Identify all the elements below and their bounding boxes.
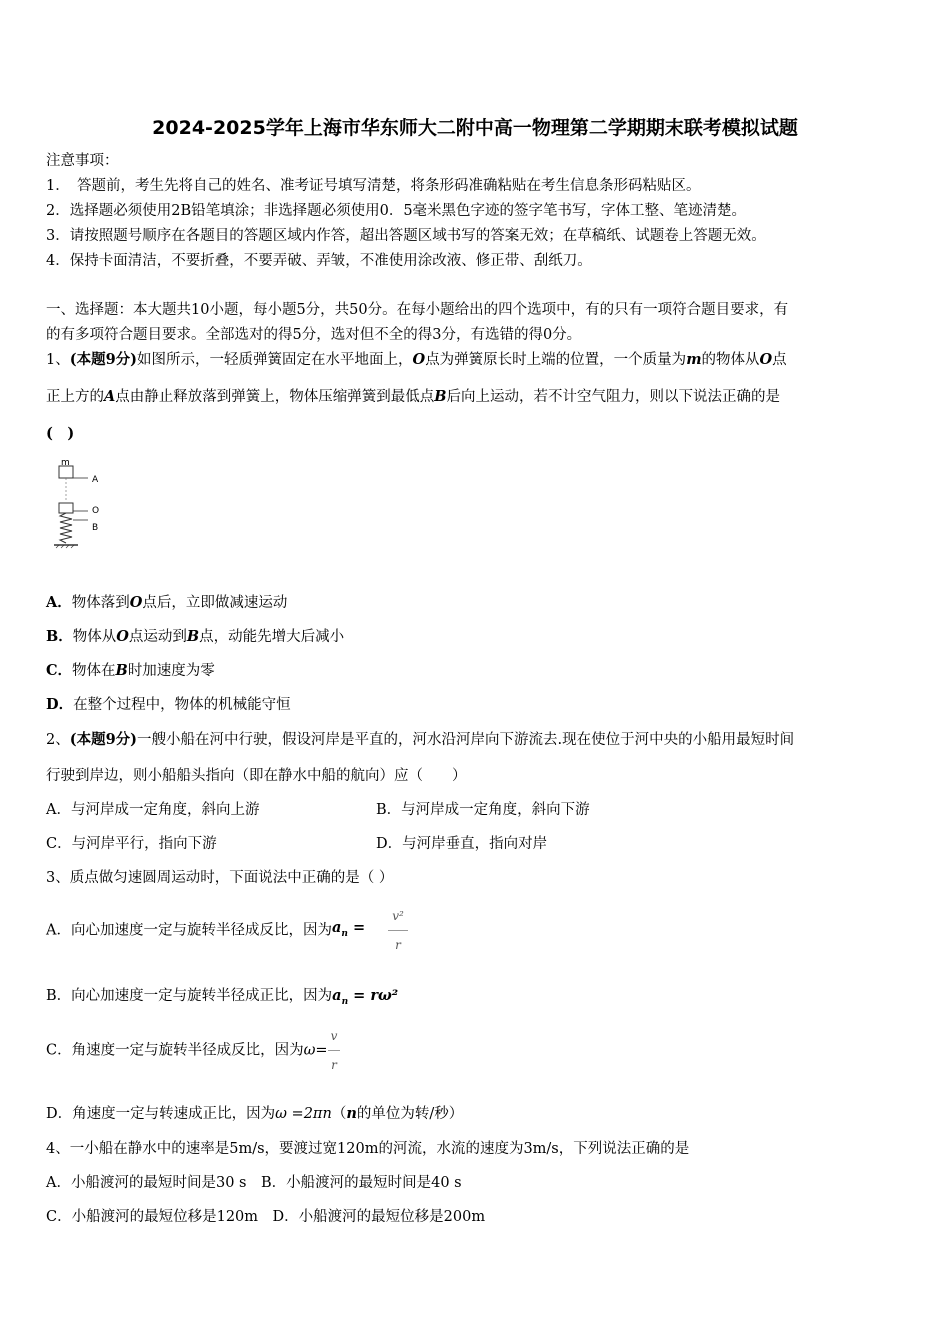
q3-stem: 3、质点做匀速圆周运动时，下面说法中正确的是（ ）: [46, 870, 394, 886]
page-title: 2024-2025学年上海市华东师大二附中高一物理第二学期期末联考模拟试题: [152, 117, 798, 139]
label-O: O: [92, 506, 100, 516]
q1-option-a: A．物体落到O点后，立即做减速运动: [46, 594, 288, 611]
q1-option-b: B．物体从O点运动到B点，动能先增大后减小: [46, 628, 345, 645]
notice-item: 4．保持卡面清洁，不要折叠，不要弄破、弄皱，不准使用涂改液、修正带、刮纸刀。: [46, 253, 592, 269]
section-intro: 一、选择题：本大题共10小题，每小题5分，共50分。在每小题给出的四个选项中，有的只有一项符合题目要求，有: [46, 302, 789, 318]
q2-option-a: A．与河岸成一定角度，斜向上游: [46, 802, 260, 818]
section-intro: 的有多项符合题目要求。全部选对的得5分，选对但不全的得3分，有选错的得0分。: [46, 327, 582, 343]
q1-answer-paren: ( ): [46, 425, 75, 442]
q3-option-a: A．向心加速度一定与旋转半径成反比，因为$a_n$ = $\frac{\text{v²}}{r}$: [46, 906, 408, 955]
q1-option-c: C．物体在B时加速度为零: [46, 662, 215, 679]
q3-option-c: C．角速度一定与旋转半径成反比，因为ω= $\frac{v}{r}$: [46, 1026, 340, 1075]
notice-heading: 注意事项：: [46, 153, 119, 169]
q1-stem-line1: 1、(本题9分)如图所示，一轻质弹簧固定在水平地面上，O点为弹簧原长时上端的位置，一个质量为m的物体从O点: [46, 351, 787, 368]
q3-option-d: D．角速度一定与转速成正比，因为ω =2πn（n的单位为转/秒）: [46, 1105, 464, 1122]
q4-options-ab: A．小船渡河的最短时间是30 s B．小船渡河的最短时间是40 s: [46, 1175, 462, 1191]
q2-option-d: D．与河岸垂直，指向对岸: [376, 836, 548, 852]
spring-diagram: [50, 456, 110, 552]
label-B: B: [92, 523, 99, 533]
q2-stem-line2: 行驶到岸边，则小船船头指向（即在静水中船的航向）应（ ）: [46, 768, 467, 784]
q2-option-b: B．与河岸成一定角度，斜向下游: [376, 802, 590, 818]
q3-option-b: B．向心加速度一定与旋转半径成正比，因为$a_n = r\omega^2$: [46, 987, 399, 1007]
q4-options-cd: C．小船渡河的最短位移是120m D．小船渡河的最短位移是200m: [46, 1209, 486, 1225]
spring-coil: [60, 513, 72, 543]
q2-stem-line1: 2、(本题9分)一艘小船在河中行驶，假设河岸是平直的，河水沿河岸向下游流去.现在使位于河中央的小船用最短时间: [46, 731, 795, 748]
label-m: m: [61, 458, 70, 468]
q2-option-c: C．与河岸平行，指向下游: [46, 836, 217, 852]
notice-item: 3．请按照题号顺序在各题目的答题区域内作答，超出答题区域书写的答案无效；在草稿纸、试题卷上答题无效。: [46, 228, 766, 244]
notice-item: 1． 答题前，考生先将自己的姓名、准考证号填写清楚，将条形码准确粘贴在考生信息条形码粘贴区。: [46, 178, 701, 194]
q4-stem: 4、一小船在静水中的速率是5m/s，要渡过宽120m的河流，水流的速度为3m/s，下列说法正确的是: [46, 1141, 690, 1157]
q1-option-d: D．在整个过程中，物体的机械能守恒: [46, 696, 291, 713]
label-A: A: [92, 475, 99, 485]
spring-top-plate: [59, 503, 73, 513]
q1-stem-line2: 正上方的A点由静止释放落到弹簧上，物体压缩弹簧到最低点B后向上运动，若不计空气阻力，则以下说法正确的是: [46, 388, 781, 405]
notice-item: 2．选择题必须使用2B铅笔填涂；非选择题必须使用0．5毫米黑色字迹的签字笔书写，字体工整、笔迹清楚。: [46, 203, 747, 219]
